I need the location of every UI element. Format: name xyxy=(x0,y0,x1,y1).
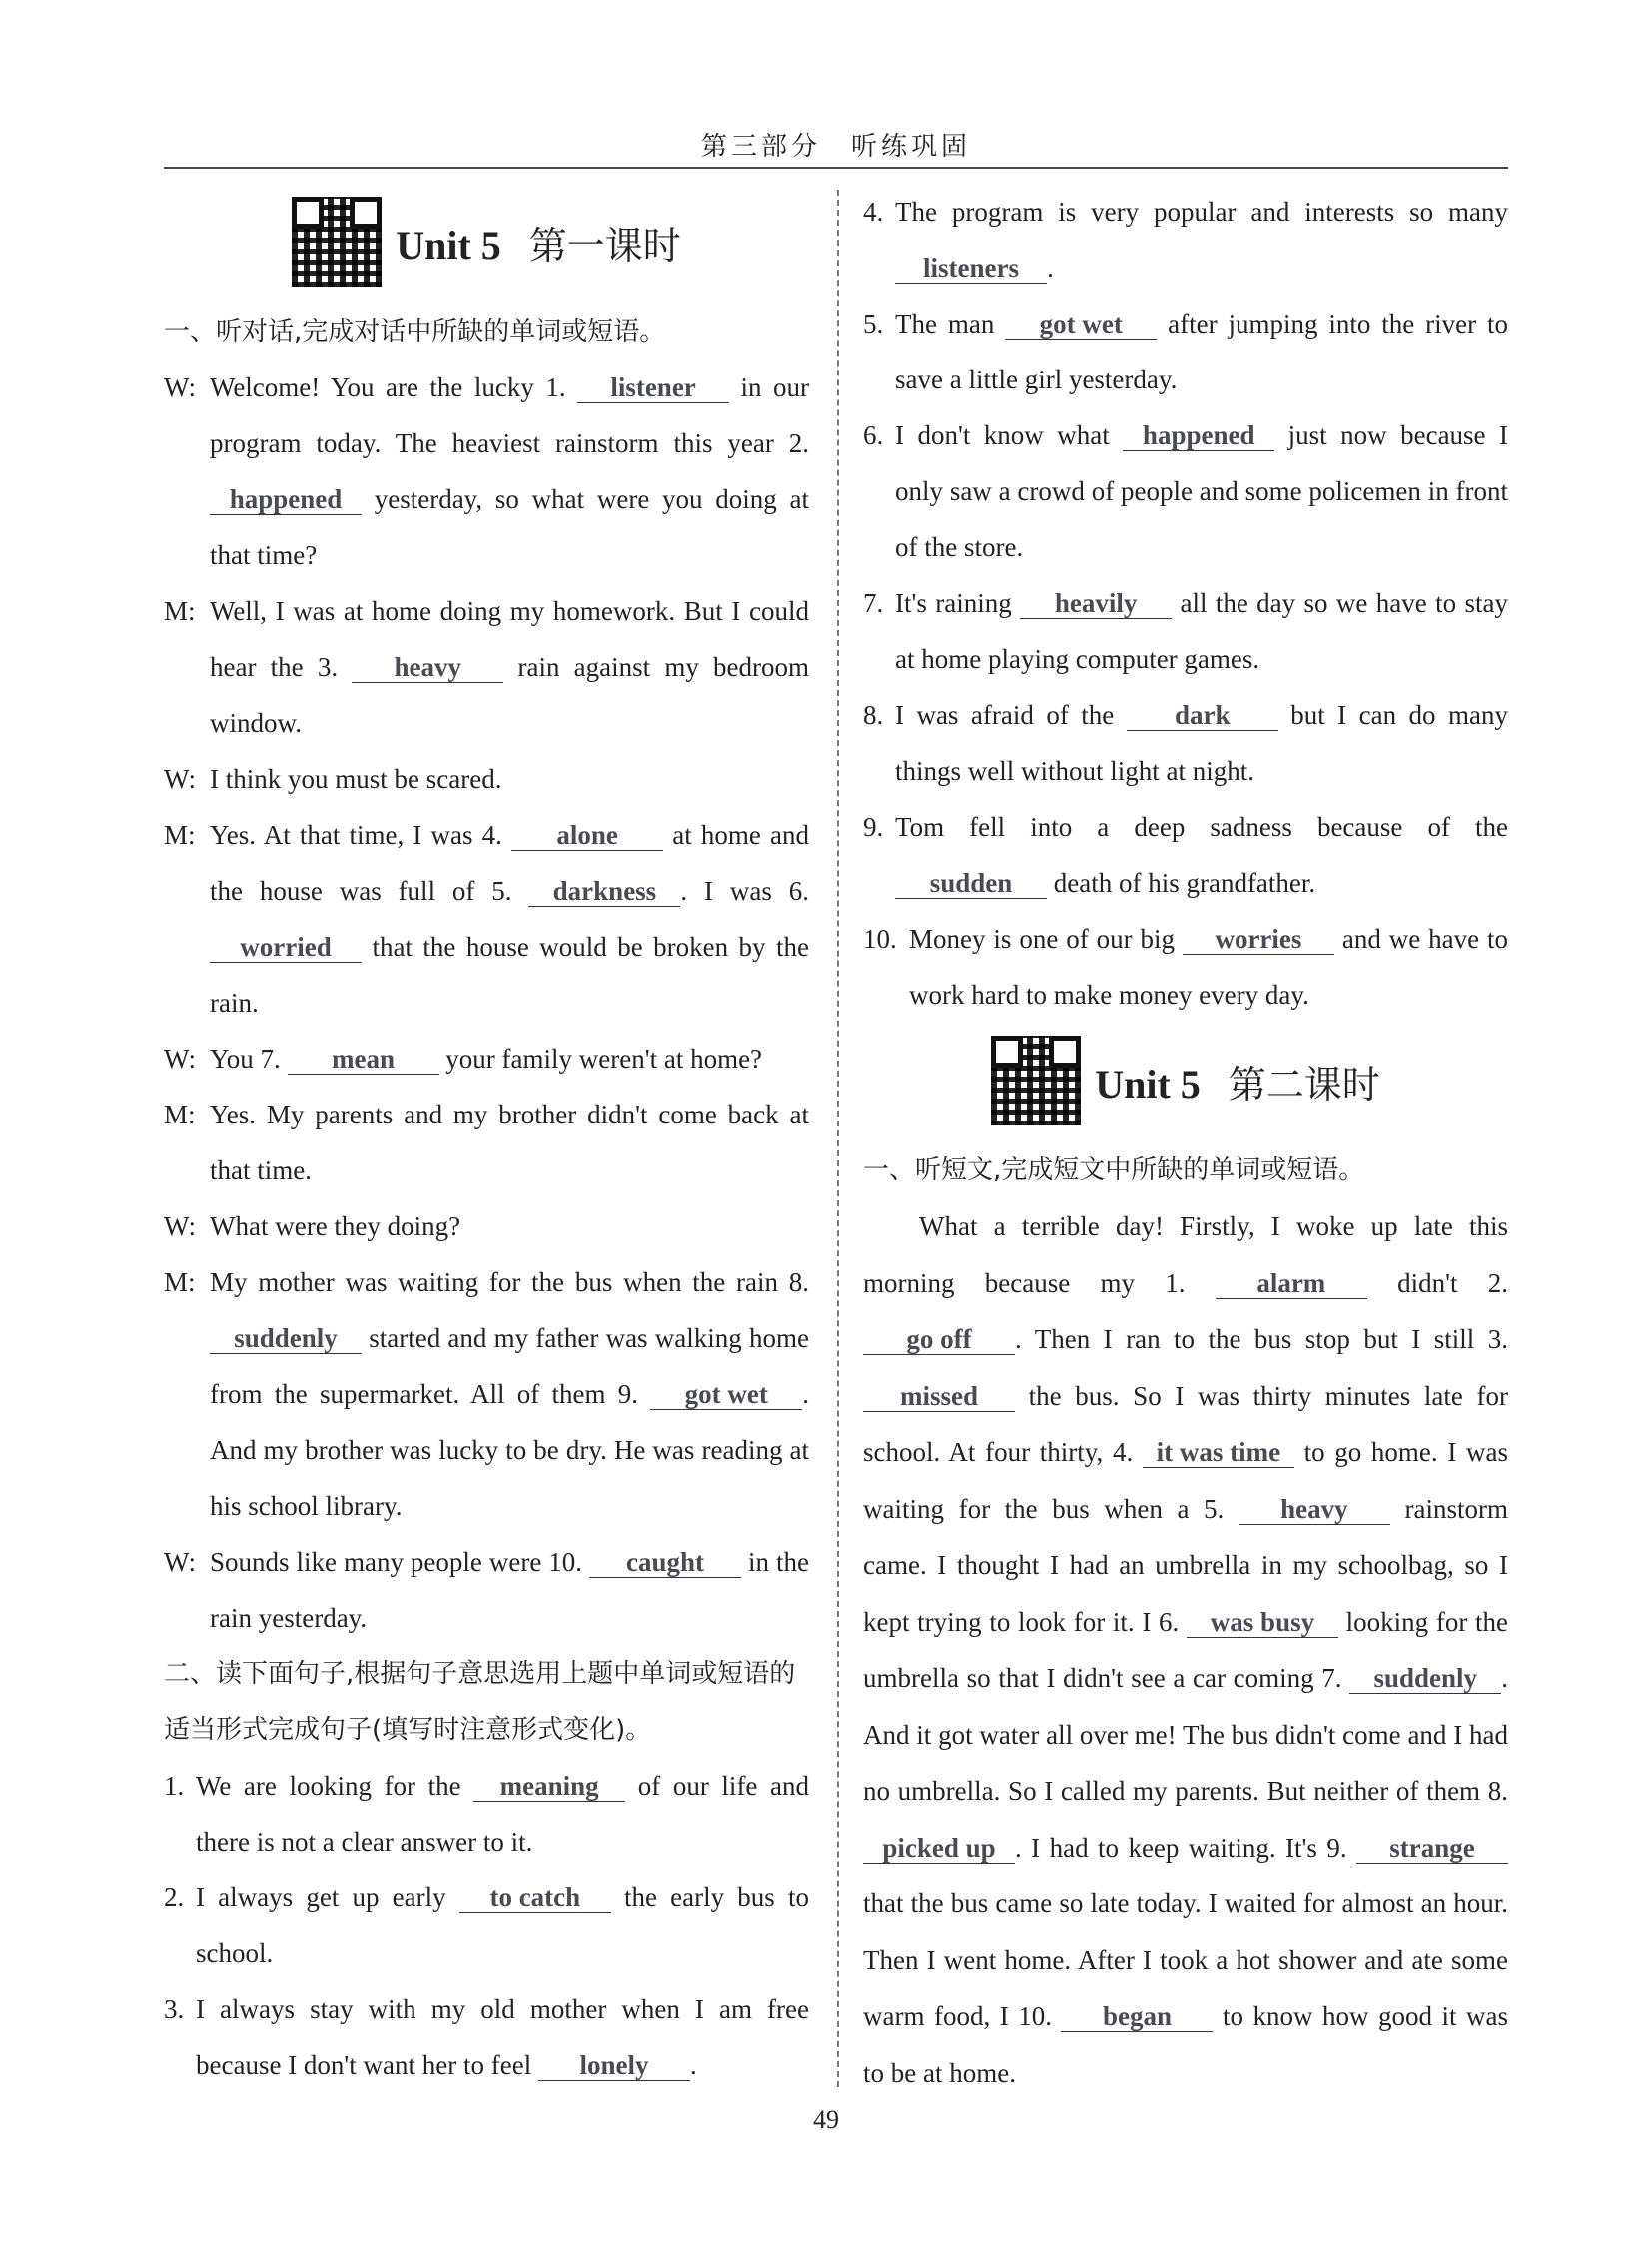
answer-blank[interactable]: picked up xyxy=(863,1833,1015,1864)
lesson2-unit: Unit 5 xyxy=(1095,1061,1201,1107)
sentence-list-left xyxy=(164,1758,809,2093)
header-rule xyxy=(164,167,1508,169)
answer-blank[interactable]: go off xyxy=(863,1324,1015,1355)
dialogue-line xyxy=(164,1254,809,1534)
lesson2-section1-title: 一、听短文,完成短文中所缺的单词或短语。 xyxy=(863,1155,1365,1185)
dialogue-text: Yes. At that time, I was 4. alone at home and the house was full of 5. darkness . I was 6. worried that the house would be broken by the rain. xyxy=(210,820,810,1018)
dialogue-text: Yes. My parents and my brother didn't come back at that time. xyxy=(210,1100,809,1185)
sentence-item xyxy=(863,407,1508,575)
answer-blank[interactable]: alarm xyxy=(1216,1268,1367,1299)
answer-blank[interactable]: got wet xyxy=(650,1379,802,1410)
dialogue-line xyxy=(164,807,809,1031)
sentence-text: I always get up early to catch the early bus to school. xyxy=(196,1882,809,1968)
sentence-number: 7. xyxy=(863,588,884,618)
qr-code-icon[interactable] xyxy=(991,1036,1081,1125)
sentence-number: 4. xyxy=(863,197,884,227)
sentence-text: The man got wet after jumping into the river to save a little girl yesterday. xyxy=(895,309,1508,394)
page-number: 49 xyxy=(813,2105,839,2134)
dialogue-line xyxy=(164,360,809,583)
dialogue-text: You 7. mean your family weren't at home? xyxy=(210,1044,763,1074)
sentence-item xyxy=(863,184,1508,296)
lesson2-title xyxy=(863,1025,1508,1136)
lesson1-title xyxy=(164,186,809,298)
answer-blank[interactable]: worried xyxy=(210,932,362,963)
dialogue xyxy=(164,360,809,1646)
sentence-number: 9. xyxy=(863,812,884,842)
sentence-number: 2. xyxy=(164,1882,185,1912)
speaker-label: M: xyxy=(164,1100,196,1129)
sentence-item xyxy=(863,575,1508,687)
answer-blank[interactable]: suddenly xyxy=(210,1323,362,1354)
sentence-text: Tom fell into a deep sadness because of the sudden death of his grandfather. xyxy=(895,812,1508,898)
sentence-text: I always stay with my old mother when I am free because I don't want her to feel lonely . xyxy=(196,1994,809,2080)
lesson1-section2-title: 二、读下面句子,根据句子意思选用上题中单词或短语的适当形式完成句子(填写时注意形式变化)。 xyxy=(164,1659,796,1745)
sentence-number: 6. xyxy=(863,420,884,450)
dialogue-text: Well, I was at home doing my homework. But I could hear the 3. heavy rain against my bedroom window. xyxy=(210,596,809,738)
answer-blank[interactable]: heavy xyxy=(1239,1494,1390,1525)
sentence-item xyxy=(863,296,1508,407)
speaker-label: W: xyxy=(164,1044,196,1074)
speaker-label: W: xyxy=(164,764,196,794)
answer-blank[interactable]: to catch xyxy=(459,1882,611,1913)
lesson1-unit: Unit 5 xyxy=(396,222,501,268)
answer-blank[interactable]: heavily xyxy=(1020,588,1172,619)
speaker-label: W: xyxy=(164,1547,196,1577)
sentence-text: It's raining heavily all the day so we have to stay at home playing computer games. xyxy=(895,588,1508,674)
qr-code-icon[interactable] xyxy=(292,197,382,287)
speaker-label: W: xyxy=(164,1211,196,1241)
lesson2-lesson: 第二课时 xyxy=(1228,1062,1380,1107)
answer-blank[interactable]: began xyxy=(1061,2001,1213,2032)
speaker-label: M: xyxy=(164,1267,196,1297)
sentence-item xyxy=(863,687,1508,799)
answer-blank[interactable]: heavy xyxy=(352,652,503,683)
sentence-item xyxy=(863,911,1508,1023)
dialogue-text: I think you must be scared. xyxy=(210,764,502,794)
answer-blank[interactable]: dark xyxy=(1127,700,1278,731)
lesson1-lesson: 第一课时 xyxy=(528,223,681,268)
answer-blank[interactable]: happened xyxy=(1123,420,1274,451)
sentence-item xyxy=(164,1869,809,1981)
answer-blank[interactable]: it was time xyxy=(1143,1437,1294,1468)
sentence-text: Money is one of our big worries and we have to work hard to make money every day. xyxy=(909,924,1509,1010)
answer-blank[interactable]: strange xyxy=(1356,1833,1508,1864)
answer-blank[interactable]: darkness xyxy=(528,876,680,907)
answer-blank[interactable]: suddenly xyxy=(1349,1663,1501,1694)
answer-blank[interactable]: worries xyxy=(1183,924,1334,955)
sentence-text: I don't know what happened just now because I only saw a crowd of people and some policemen in front of the store. xyxy=(895,420,1508,562)
speaker-label: W: xyxy=(164,373,196,402)
sentence-list-right xyxy=(863,184,1508,1023)
sentence-number: 1. xyxy=(164,1771,185,1801)
sentence-number: 10. xyxy=(863,924,897,954)
speaker-label: M: xyxy=(164,596,196,626)
sentence-item xyxy=(164,1981,809,2093)
answer-blank[interactable]: lonely xyxy=(538,2050,690,2081)
sentence-number: 5. xyxy=(863,309,884,339)
answer-blank[interactable]: listeners xyxy=(895,253,1047,284)
dialogue-line xyxy=(164,1031,809,1087)
answer-blank[interactable]: mean xyxy=(288,1044,439,1075)
sentence-item xyxy=(164,1758,809,1869)
dialogue-text: Sounds like many people were 10. caught in the rain yesterday. xyxy=(210,1547,809,1633)
answer-blank[interactable]: missed xyxy=(863,1381,1015,1412)
page-header: 第三部分 听练巩固 xyxy=(700,132,971,162)
dialogue-line xyxy=(164,583,809,751)
answer-blank[interactable]: happened xyxy=(210,484,362,515)
lesson1-section1-title: 一、听对话,完成对话中所缺的单词或短语。 xyxy=(164,317,666,347)
dialogue-text: What were they doing? xyxy=(210,1211,461,1241)
sentence-text: The program is very popular and interests so many listeners . xyxy=(895,197,1508,283)
sentence-text: We are looking for the meaning of our life and there is not a clear answer to it. xyxy=(196,1771,809,1857)
answer-blank[interactable]: caught xyxy=(589,1547,741,1578)
left-column xyxy=(164,184,809,2093)
passage: What a terrible day! Firstly, I woke up late this morning because my 1. alarm didn't 2. go off . Then I ran to the bus stop but I still 3. missed the bus. So I was thirty minutes late for school. At four thirty, 4. it was time to go home. I was waiting for the bus when a 5. heavy rainstorm came. I thought I had an umbrella in my schoolbag, so I kept trying to look for it. I 6. was busy looking for the umbrella so that I didn't see a car coming 7. suddenly . And it got water all over me! The bus didn't come and I had no umbrella. So I called my parents. But neither of them 8. picked up . I had to keep waiting. It's 9. strange that the bus came so late today. I waited for almost an hour. Then I went home. After I took a hot shower and ate some warm food, I 10. began to know how good it was to be at home. xyxy=(863,1211,1509,2088)
answer-blank[interactable]: alone xyxy=(511,820,663,851)
dialogue-line xyxy=(164,1087,809,1198)
column-divider xyxy=(837,190,839,2087)
sentence-number: 3. xyxy=(164,1994,185,2024)
dialogue-text: Welcome! You are the lucky 1. listener in our program today. The heaviest rainstorm this year 2. happened yesterday, so what were you doing at that time? xyxy=(210,373,809,570)
answer-blank[interactable]: listener xyxy=(577,373,729,403)
sentence-text: I was afraid of the dark but I can do many things well without light at night. xyxy=(895,700,1508,786)
sentence-item xyxy=(863,799,1508,911)
sentence-number: 8. xyxy=(863,700,884,730)
answer-blank[interactable]: was busy xyxy=(1187,1607,1338,1638)
dialogue-text: My mother was waiting for the bus when the rain 8. suddenly started and my father was walking home from the supermarket. All of them 9. got wet . And my brother was lucky to be dry. He was reading at his school library. xyxy=(210,1267,809,1521)
dialogue-line xyxy=(164,1534,809,1646)
answer-blank[interactable]: sudden xyxy=(895,868,1047,899)
dialogue-line xyxy=(164,751,809,807)
answer-blank[interactable]: meaning xyxy=(473,1771,625,1802)
speaker-label: M: xyxy=(164,820,196,850)
answer-blank[interactable]: got wet xyxy=(1005,309,1157,340)
dialogue-line xyxy=(164,1198,809,1254)
right-column xyxy=(863,184,1508,2101)
